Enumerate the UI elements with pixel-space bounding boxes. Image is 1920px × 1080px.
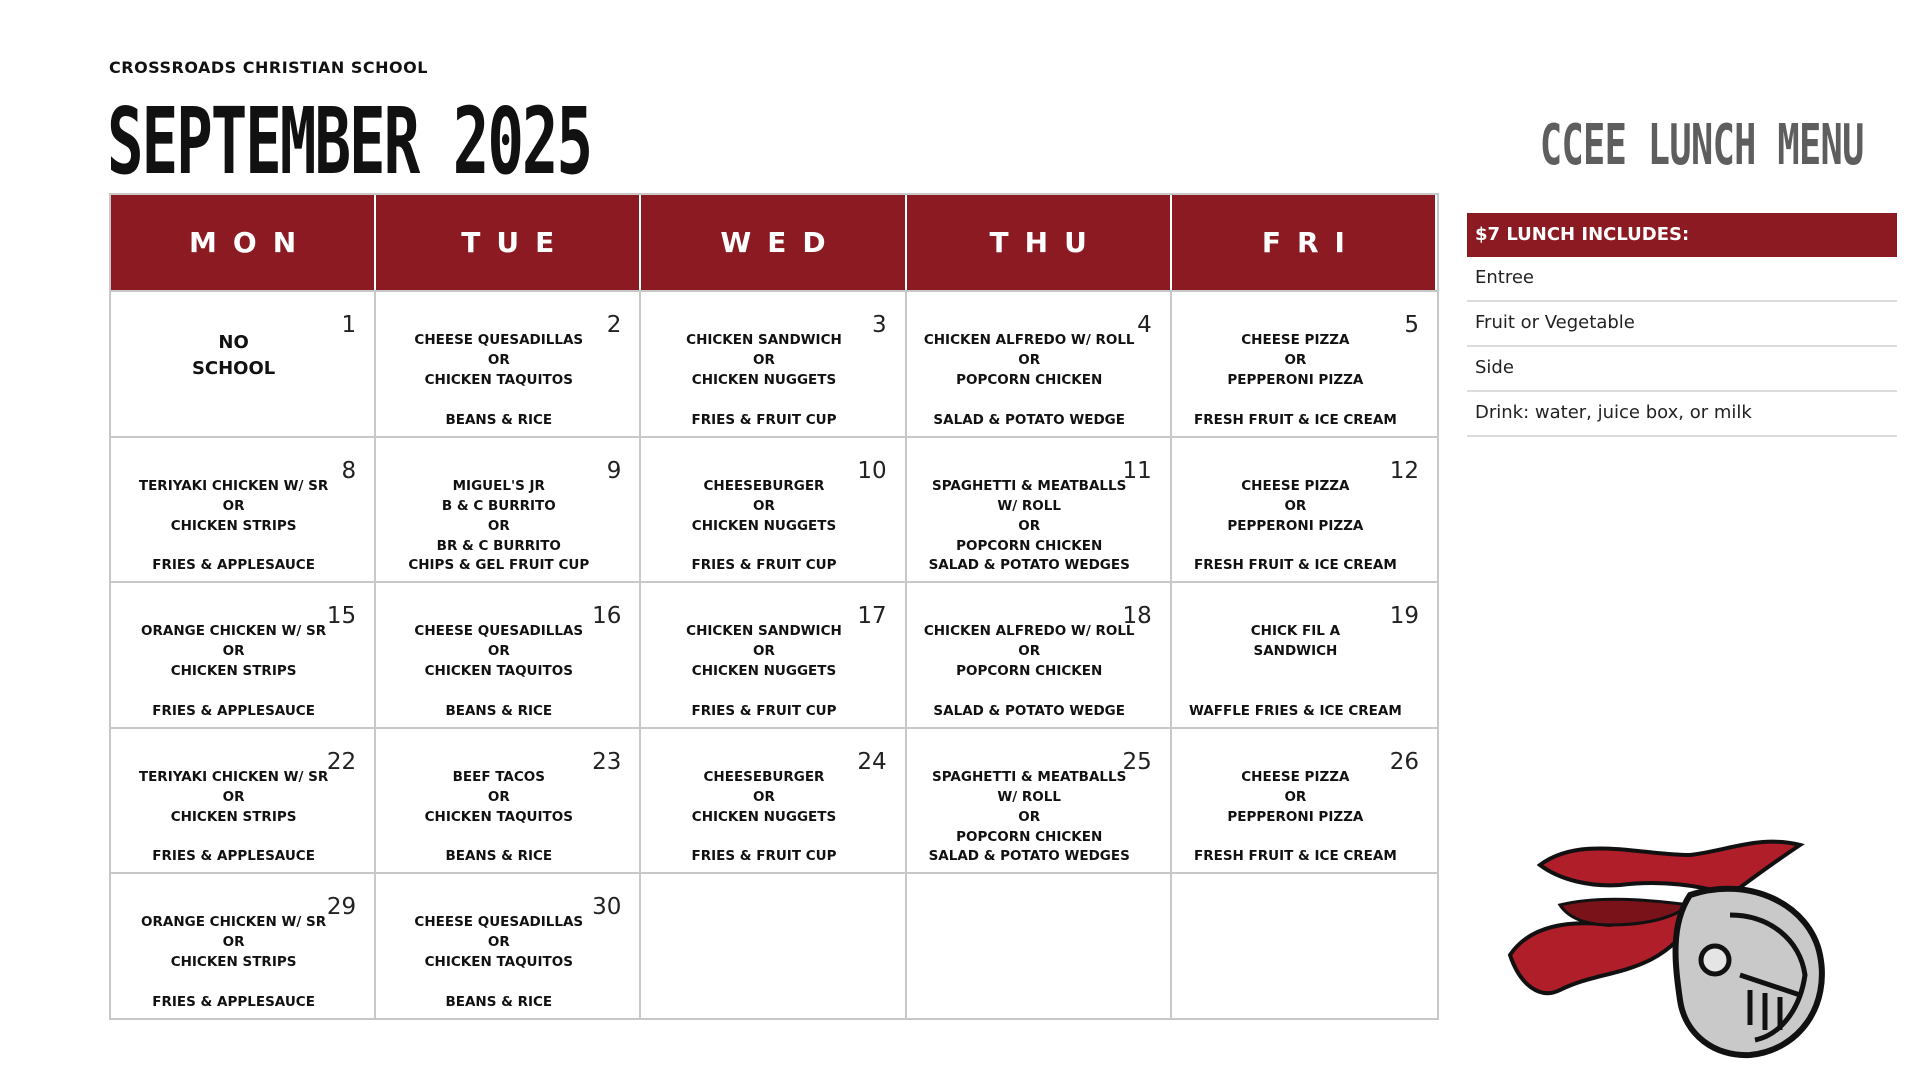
- includes-item: Side: [1467, 347, 1897, 392]
- day-cell-17: [641, 581, 906, 727]
- day-cell-5: [1172, 290, 1437, 436]
- side-items: FRIES & APPLESAUCE: [152, 848, 315, 865]
- day-number: 26: [1389, 748, 1419, 775]
- day-cell-29: [111, 872, 376, 1018]
- entree-options: BEEF TACOS OR CHICKEN TAQUITOS: [424, 768, 573, 825]
- day-cell-10: [641, 436, 906, 582]
- day-number: 18: [1122, 603, 1152, 630]
- side-items: FRIES & FRUIT CUP: [691, 702, 837, 719]
- entree-options: CHEESEBURGER OR CHICKEN NUGGETS: [691, 768, 837, 825]
- day-cell-4: [907, 290, 1172, 436]
- side-items: FRESH FRUIT & ICE CREAM: [1193, 848, 1397, 865]
- side-items: WAFFLE FRIES & ICE CREAM: [1189, 702, 1402, 719]
- entree-options: CHICK FIL A SANDWICH: [1250, 623, 1341, 660]
- day-cell-2: [376, 290, 641, 436]
- entree-options: CHEESE PIZZA OR PEPPERONI PIZZA: [1227, 768, 1364, 825]
- day-cell-1: [111, 290, 376, 436]
- side-items: FRIES & APPLESAUCE: [152, 994, 315, 1010]
- day-cell-26: [1172, 727, 1437, 873]
- page-title: SEPTEMBER 2025: [107, 88, 592, 195]
- day-cell-18: [907, 581, 1172, 727]
- day-number: 22: [326, 748, 357, 775]
- side-items: SALAD & POTATO WEDGE: [933, 411, 1125, 428]
- side-items: BEANS & RICE: [445, 411, 553, 428]
- entree-options: CHEESEBURGER OR CHICKEN NUGGETS: [691, 477, 837, 534]
- day-number: 2: [606, 312, 622, 338]
- side-items: SALAD & POTATO WEDGES: [928, 557, 1130, 574]
- day-number: 1: [341, 312, 357, 338]
- day-cell-25: [907, 727, 1172, 873]
- day-number: 25: [1122, 748, 1152, 775]
- side-items: FRESH FRUIT & ICE CREAM: [1193, 557, 1397, 574]
- entree-options: MIGUEL'S JR B & C BURRITO OR BR & C BURRITO: [436, 477, 561, 554]
- lunch-includes-title: $7 LUNCH INCLUDES:: [1467, 213, 1897, 257]
- entree-options: CHEESE QUESADILLAS OR CHICKEN TAQUITOS: [414, 332, 584, 388]
- entree-options: SPAGHETTI & MEATBALLS W/ ROLL OR POPCORN CHICKEN: [932, 477, 1127, 554]
- entree-options: NO SCHOOL: [191, 332, 276, 379]
- day-cell-30: [376, 872, 641, 1018]
- side-items: FRIES & FRUIT CUP: [691, 848, 837, 865]
- day-number: 24: [857, 748, 887, 775]
- entree-options: CHEESE PIZZA OR PEPPERONI PIZZA: [1227, 332, 1364, 388]
- knight-helmet-icon: [1500, 825, 1860, 1065]
- includes-item: Entree: [1467, 257, 1897, 302]
- entree-options: CHICKEN SANDWICH OR CHICKEN NUGGETS: [686, 332, 842, 388]
- day-number: 17: [857, 603, 887, 630]
- includes-item: Fruit or Vegetable: [1467, 302, 1897, 347]
- day-number: 23: [592, 748, 622, 775]
- day-number: 8: [341, 457, 357, 484]
- day-number: 11: [1122, 457, 1152, 484]
- includes-item: Drink: water, juice box, or milk: [1467, 392, 1897, 437]
- day-cell-8: [111, 436, 376, 582]
- day-number: 29: [326, 894, 357, 921]
- entree-options: CHEESE PIZZA OR PEPPERONI PIZZA: [1227, 477, 1364, 534]
- side-items: BEANS & RICE: [445, 702, 553, 719]
- side-items: FRIES & FRUIT CUP: [691, 557, 837, 574]
- day-cell-9: [376, 436, 641, 582]
- day-cell-16: [376, 581, 641, 727]
- entree-options: ORANGE CHICKEN W/ SR OR CHICKEN STRIPS: [141, 623, 327, 680]
- entree-options: TERIYAKI CHICKEN W/ SR OR CHICKEN STRIPS: [138, 768, 329, 825]
- day-cell-24: [641, 727, 906, 873]
- day-number: 16: [592, 603, 622, 630]
- day-number: 9: [606, 457, 622, 484]
- entree-options: CHEESE QUESADILLAS OR CHICKEN TAQUITOS: [414, 914, 584, 971]
- day-header-thu: THU: [907, 195, 1172, 290]
- day-cell-19: [1172, 581, 1437, 727]
- day-cell-11: [907, 436, 1172, 582]
- school-name: CROSSROADS CHRISTIAN SCHOOL: [109, 58, 428, 77]
- lunch-includes-panel: [1467, 213, 1897, 437]
- side-items: SALAD & POTATO WEDGES: [928, 848, 1130, 865]
- menu-title: CCEE LUNCH MENU: [1540, 113, 1864, 178]
- day-number: 19: [1389, 603, 1419, 630]
- lunch-calendar: [109, 193, 1439, 1020]
- day-number: 12: [1389, 457, 1419, 484]
- day-header-wed: WED: [641, 195, 906, 290]
- day-number: 30: [592, 894, 622, 921]
- day-header-tue: TUE: [376, 195, 641, 290]
- day-number: 15: [326, 603, 357, 630]
- day-cell-12: [1172, 436, 1437, 582]
- day-cell-22: [111, 727, 376, 873]
- entree-options: CHICKEN ALFREDO W/ ROLL OR POPCORN CHICKEN: [923, 623, 1135, 680]
- entree-options: CHEESE QUESADILLAS OR CHICKEN TAQUITOS: [414, 623, 584, 680]
- day-number: 10: [857, 457, 887, 484]
- day-header-mon: MON: [111, 195, 376, 290]
- day-number: 5: [1404, 312, 1419, 338]
- side-items: FRIES & APPLESAUCE: [152, 557, 315, 574]
- side-items: SALAD & POTATO WEDGE: [933, 702, 1125, 719]
- empty-day-cell: [641, 872, 906, 1018]
- side-items: BEANS & RICE: [445, 994, 553, 1010]
- empty-day-cell: [907, 872, 1172, 1018]
- entree-options: CHICKEN ALFREDO W/ ROLL OR POPCORN CHICKEN: [923, 332, 1135, 388]
- side-items: FRIES & FRUIT CUP: [691, 411, 837, 428]
- side-items: CHIPS & GEL FRUIT CUP: [408, 557, 590, 574]
- day-number: 3: [871, 312, 887, 338]
- day-header-fri: FRI: [1172, 195, 1437, 290]
- day-cell-15: [111, 581, 376, 727]
- day-number: 4: [1137, 312, 1152, 338]
- side-items: BEANS & RICE: [445, 848, 553, 865]
- empty-day-cell: [1172, 872, 1437, 1018]
- entree-options: SPAGHETTI & MEATBALLS W/ ROLL OR POPCORN CHICKEN: [932, 768, 1127, 845]
- day-cell-23: [376, 727, 641, 873]
- side-items: FRIES & APPLESAUCE: [152, 702, 315, 719]
- entree-options: CHICKEN SANDWICH OR CHICKEN NUGGETS: [686, 623, 842, 680]
- entree-options: ORANGE CHICKEN W/ SR OR CHICKEN STRIPS: [141, 914, 327, 971]
- entree-options: TERIYAKI CHICKEN W/ SR OR CHICKEN STRIPS: [138, 477, 329, 534]
- day-cell-3: [641, 290, 906, 436]
- side-items: FRESH FRUIT & ICE CREAM: [1193, 411, 1397, 428]
